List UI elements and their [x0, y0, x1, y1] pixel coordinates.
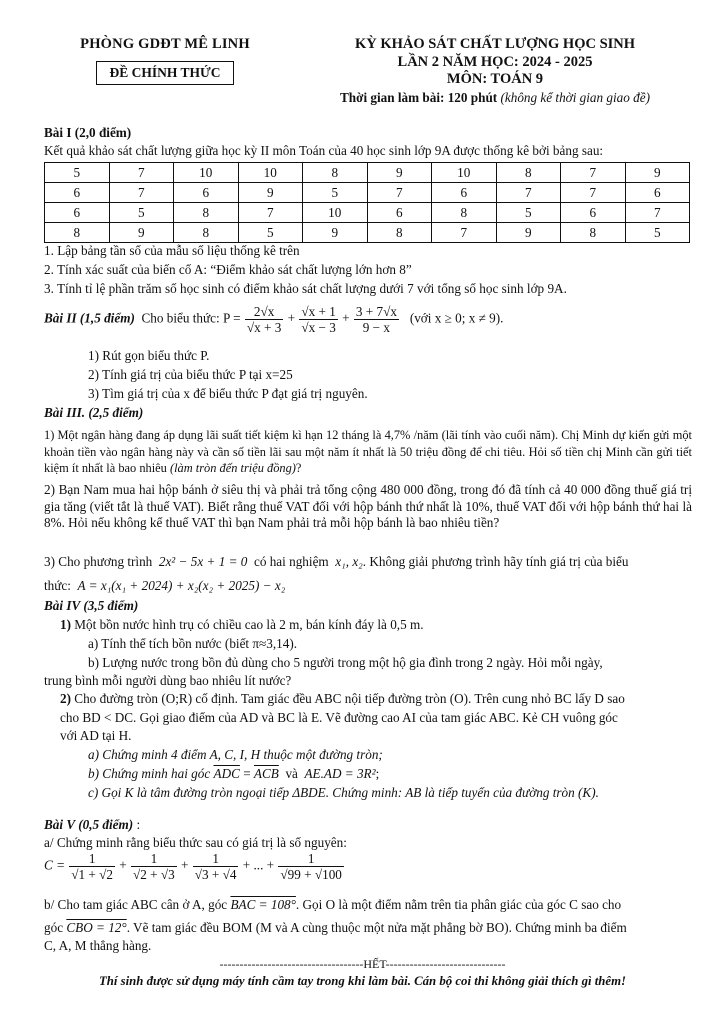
table-cell: 7	[367, 183, 432, 203]
table-cell: 8	[496, 163, 561, 183]
bai3-p3a: 3) Cho phương trình	[44, 554, 153, 569]
exam-time	[300, 89, 690, 107]
bai5-b-line1	[44, 897, 621, 913]
bai5-c-expression: C = $\frac{1}{√1 + √2}$ + $\frac{1}{√2 + √3}$ + $\frac{1}{√3 + √4}$ + ... + $\frac{1}{√99 + √100}$	[44, 851, 342, 882]
table-cell: 8	[432, 203, 497, 223]
table-cell: 7	[109, 183, 174, 203]
c-term-4	[278, 851, 343, 882]
table-cell: 7	[561, 163, 626, 183]
bai3-p1-note: (làm tròn đến triệu đồng)	[169, 461, 296, 475]
table-cell: 6	[45, 183, 110, 203]
c2-num: 1	[131, 851, 177, 867]
table-cell: 5	[45, 163, 110, 183]
bai2-q2: 2) Tính giá trị của biểu thức P tại x=25	[88, 367, 293, 382]
table-cell: 8	[174, 223, 239, 243]
bai4-p2a-q: a) Chứng minh 4 điểm A, C, I, H thuộc một đường tròn;	[88, 747, 383, 762]
f3-num: 3 + 7√x	[355, 304, 397, 319]
angle-adc: $\overline{ADC}$	[213, 766, 240, 781]
equals-sign: =	[243, 766, 251, 781]
table-cell: 5	[109, 203, 174, 223]
c2-den: √2 + √3	[133, 867, 175, 882]
table-cell: 5	[625, 223, 690, 243]
bai1-intro: Kết quả khảo sát chất lượng giữa học kỳ II môn Toán của 40 học sinh lớp 9A được thống kê bởi bảng sau:	[44, 143, 604, 158]
bai3-p1-end: ?	[295, 461, 302, 475]
bai1-q2: 2. Tính xác suất của biến cố A: “Điểm khảo sát chất lượng lớn hơn 8”	[44, 262, 412, 277]
table-cell: 7	[496, 183, 561, 203]
c-term-3	[193, 851, 239, 882]
table-cell: 6	[174, 183, 239, 203]
bai3-p3b: có hai nghiệm	[253, 554, 329, 569]
bai5-b3: góc	[44, 920, 64, 935]
header-left	[60, 36, 270, 85]
bai5-title: Bài V (0,5 điểm)	[44, 817, 134, 832]
bai4-p1	[60, 617, 424, 633]
bai1-title: Bài I (2,0 điểm)	[44, 125, 132, 140]
table-cell: 9	[109, 223, 174, 243]
official-stamp: ĐỀ CHÍNH THỨC	[96, 61, 233, 85]
bai4-p1-text: Một bồn nước hình trụ có chiều cao là 2 m, bán kính đáy là 0,5 m.	[74, 617, 424, 632]
c3-num: 1	[193, 851, 239, 867]
bai2-q1: 1) Rút gọn biểu thức P.	[88, 348, 210, 363]
c-term-1	[69, 851, 115, 882]
table-cell: 6	[45, 203, 110, 223]
c-label: C =	[44, 857, 65, 873]
bai5-b5: C, A, M thẳng hàng.	[44, 938, 152, 953]
table-cell: 6	[367, 203, 432, 223]
condition: (với x ≥ 0; x ≠ 9).	[409, 310, 504, 326]
bai4-p2-text: Cho đường tròn (O;R) cố định. Tam giác đều ABC nội tiếp đường tròn (O). Trên cung nhỏ BC lấy D sao	[74, 691, 625, 706]
table-cell: 5	[238, 223, 303, 243]
table-row	[45, 163, 690, 183]
exam-round: LẦN 2 NĂM HỌC: 2024 - 2025	[397, 53, 593, 70]
bai4-p1a: a) Tính thể tích bồn nước (biết π≈3,14).	[88, 636, 298, 651]
bai3-p3-expr-line	[44, 578, 285, 594]
table-cell: 6	[432, 183, 497, 203]
semicolon: ;	[375, 766, 380, 781]
table-cell: 7	[561, 183, 626, 203]
bai4-p1-num: 1)	[60, 617, 71, 632]
bai3-roots: x₁, x₂	[335, 554, 363, 569]
bai4-p2c: với AD tại H.	[60, 728, 132, 743]
c1-num: 1	[69, 851, 115, 867]
bai3-p2: 2) Bạn Nam mua hai hộp bánh ở siêu thị và phải trả tổng cộng 480 000 đồng, trong đó đã tính cả 40 000 đồng thuế giá trị gia tăng (viết tắt là thuế VAT). Biết rằng thuế VAT đối với hộp bánh thứ nhất là 10%, thuế VAT đối với hộp bánh thứ hai là 8%. Hỏi nếu không kể thuế VAT thì bạn Nam phải trả mỗi hộp bánh là bao nhiêu tiền?	[44, 482, 692, 530]
f3-den: 9 − x	[362, 320, 390, 335]
angle-bac: BAC = 108°	[230, 897, 296, 912]
bai4-p2	[60, 691, 625, 707]
department-name: PHÒNG GDĐT MÊ LINH	[80, 36, 250, 52]
bai4-p2b-q	[88, 766, 379, 782]
end-marker: ------------------------------------HẾT------------------------------	[219, 957, 506, 971]
time-note: (không kể thời gian giao đề)	[500, 89, 650, 105]
table-cell: 10	[238, 163, 303, 183]
bai4-title: Bài IV (3,5 điểm)	[44, 598, 139, 613]
bai2-title: Bài II (1,5 điểm)	[44, 310, 135, 326]
bai4-p2-num: 2)	[60, 691, 71, 706]
table-cell: 8	[45, 223, 110, 243]
bai4-p2c-q: c) Gọi K là tâm đường tròn ngoại tiếp ΔBDE. Chứng minh: AB là tiếp tuyến của đường tròn (K).	[88, 785, 599, 800]
f1-den: √x + 3	[246, 320, 282, 335]
bai5-title-end: :	[136, 817, 141, 832]
bai3-p3c: . Không giải phương trình hãy tính giá trị của biểu	[362, 554, 629, 569]
bai3-p3	[44, 554, 629, 570]
bai4-p2b-q1: b) Chứng minh hai góc	[88, 766, 211, 781]
bai4-p1b: b) Lượng nước trong bồn đủ dùng cho 5 người trong một hộ gia đình trong 2 ngày. Hỏi mỗi ngày,	[88, 655, 603, 670]
table-cell: 6	[625, 183, 690, 203]
bai3-p1-text: 1) Một ngân hàng đang áp dụng lãi suất tiết kiệm kì hạn 12 tháng là 4,7% /năm (lãi tính vào cuối năm). Chị Minh dự kiến gửi một khoản tiền vào ngân hàng này và cần số tiền lãi sau một năm ít nhất là 50 triệu đồng để chi tiêu. Hỏi số tiền chị Minh cần gửi tiết kiệm ít nhất là bao nhiêu	[44, 428, 692, 475]
c4-den: √99 + √100	[280, 867, 342, 882]
angle-cbo: CBO = 12°	[66, 920, 127, 935]
table-row	[45, 203, 690, 223]
table-cell: 9	[625, 163, 690, 183]
table-cell: 6	[561, 203, 626, 223]
c4-num: 1	[278, 851, 343, 867]
exam-title: KỲ KHẢO SÁT CHẤT LƯỢNG HỌC SINH	[354, 36, 636, 52]
ae-ad-expression: AE.AD = 3R²	[304, 766, 376, 781]
bai2-line: Bài II (1,5 điểm) Cho biểu thức: P = $\frac{2√x}{√x + 3}$ + $\frac{√x + 1}{√x - 3}$ + $\frac{3 + 7√x}{9 - x}$ (với x ≥ 0; x ≠ 9).	[44, 304, 504, 335]
table-cell: 8	[561, 223, 626, 243]
c1-den: √1 + √2	[71, 867, 113, 882]
table-cell: 5	[303, 183, 368, 203]
time-label: Thời gian làm bài: 120 phút	[340, 89, 498, 105]
fraction-1	[245, 304, 283, 335]
c-dots: + ... +	[242, 857, 275, 873]
bai2-q3: 3) Tìm giá trị của x để biểu thức P đạt giá trị nguyên.	[88, 386, 368, 401]
bai4-p1b2: trung bình mỗi người dùng bao nhiêu lít nước?	[44, 673, 292, 688]
table-cell: 8	[367, 223, 432, 243]
bai2-intro: Cho biểu thức:	[141, 310, 220, 326]
table-cell: 10	[303, 203, 368, 223]
bai3-expression: A = x₁(x₁ + 2024) + x₂(x₂ + 2025) − x₂	[77, 578, 286, 593]
table-cell: 8	[174, 203, 239, 223]
fraction-3	[354, 304, 399, 335]
table-cell: 10	[174, 163, 239, 183]
bai5-a: a/ Chứng minh rằng biểu thức sau có giá trị là số nguyên:	[44, 835, 347, 850]
bai5-b2: . Gọi O là một điểm nằm trên tia phân giác của góc C sao cho	[295, 897, 622, 912]
p-label: P =	[222, 310, 241, 326]
table-cell: 7	[625, 203, 690, 223]
table-cell: 9	[303, 223, 368, 243]
table-cell: 10	[432, 163, 497, 183]
bai3-p3d: thức:	[44, 578, 71, 593]
bai4-p2b: cho BD < DC. Gọi giao điểm của AD và BC là E. Vẽ đường cao AI của tam giác ABC. Kẻ CH vuông góc	[60, 710, 618, 725]
bai5-b4: . Vẽ tam giác đều BOM (M và A cùng thuộc một nửa mặt phẳng bờ BO). Chứng minh ba điểm	[126, 920, 627, 935]
table-cell: 9	[496, 223, 561, 243]
bai5-b1: b/ Cho tam giác ABC cân ở A, góc	[44, 897, 228, 912]
bai3-title: Bài III. (2,5 điểm)	[44, 405, 144, 420]
f2-den: √x − 3	[301, 320, 336, 335]
f2-num: √x + 1	[301, 304, 336, 319]
footer-note: Thí sinh được sử dụng máy tính cầm tay trong khi làm bài. Cán bộ coi thi không giải thích gì thêm!	[98, 974, 627, 988]
score-table	[44, 162, 690, 243]
bai1-q1: 1. Lập bảng tần số của mẫu số liệu thống kê trên	[44, 243, 300, 258]
angle-acb: $\overline{ACB}$	[253, 766, 279, 781]
table-row	[45, 183, 690, 203]
table-row	[45, 223, 690, 243]
bai5-title-line	[44, 817, 140, 833]
c3-den: √3 + √4	[194, 867, 237, 882]
header-right	[300, 36, 690, 106]
bai1-q3: 3. Tính tỉ lệ phần trăm số học sinh có điểm khảo sát chất lượng dưới 7 với tổng số học sinh lớp 9A.	[44, 281, 567, 296]
table-cell: 5	[496, 203, 561, 223]
exam-subject: MÔN: TOÁN 9	[446, 71, 544, 87]
and-word: và	[285, 766, 298, 781]
bai5-b-line2	[44, 920, 627, 936]
f1-num: 2√x	[245, 304, 283, 320]
table-cell: 7	[238, 203, 303, 223]
bai3-p1	[44, 427, 692, 477]
table-cell: 7	[109, 163, 174, 183]
c-term-2	[131, 851, 177, 882]
bai3-equation: 2x² − 5x + 1 = 0	[158, 554, 248, 569]
table-cell: 8	[303, 163, 368, 183]
table-cell: 7	[432, 223, 497, 243]
table-cell: 9	[367, 163, 432, 183]
fraction-2	[299, 304, 337, 335]
table-cell: 9	[238, 183, 303, 203]
